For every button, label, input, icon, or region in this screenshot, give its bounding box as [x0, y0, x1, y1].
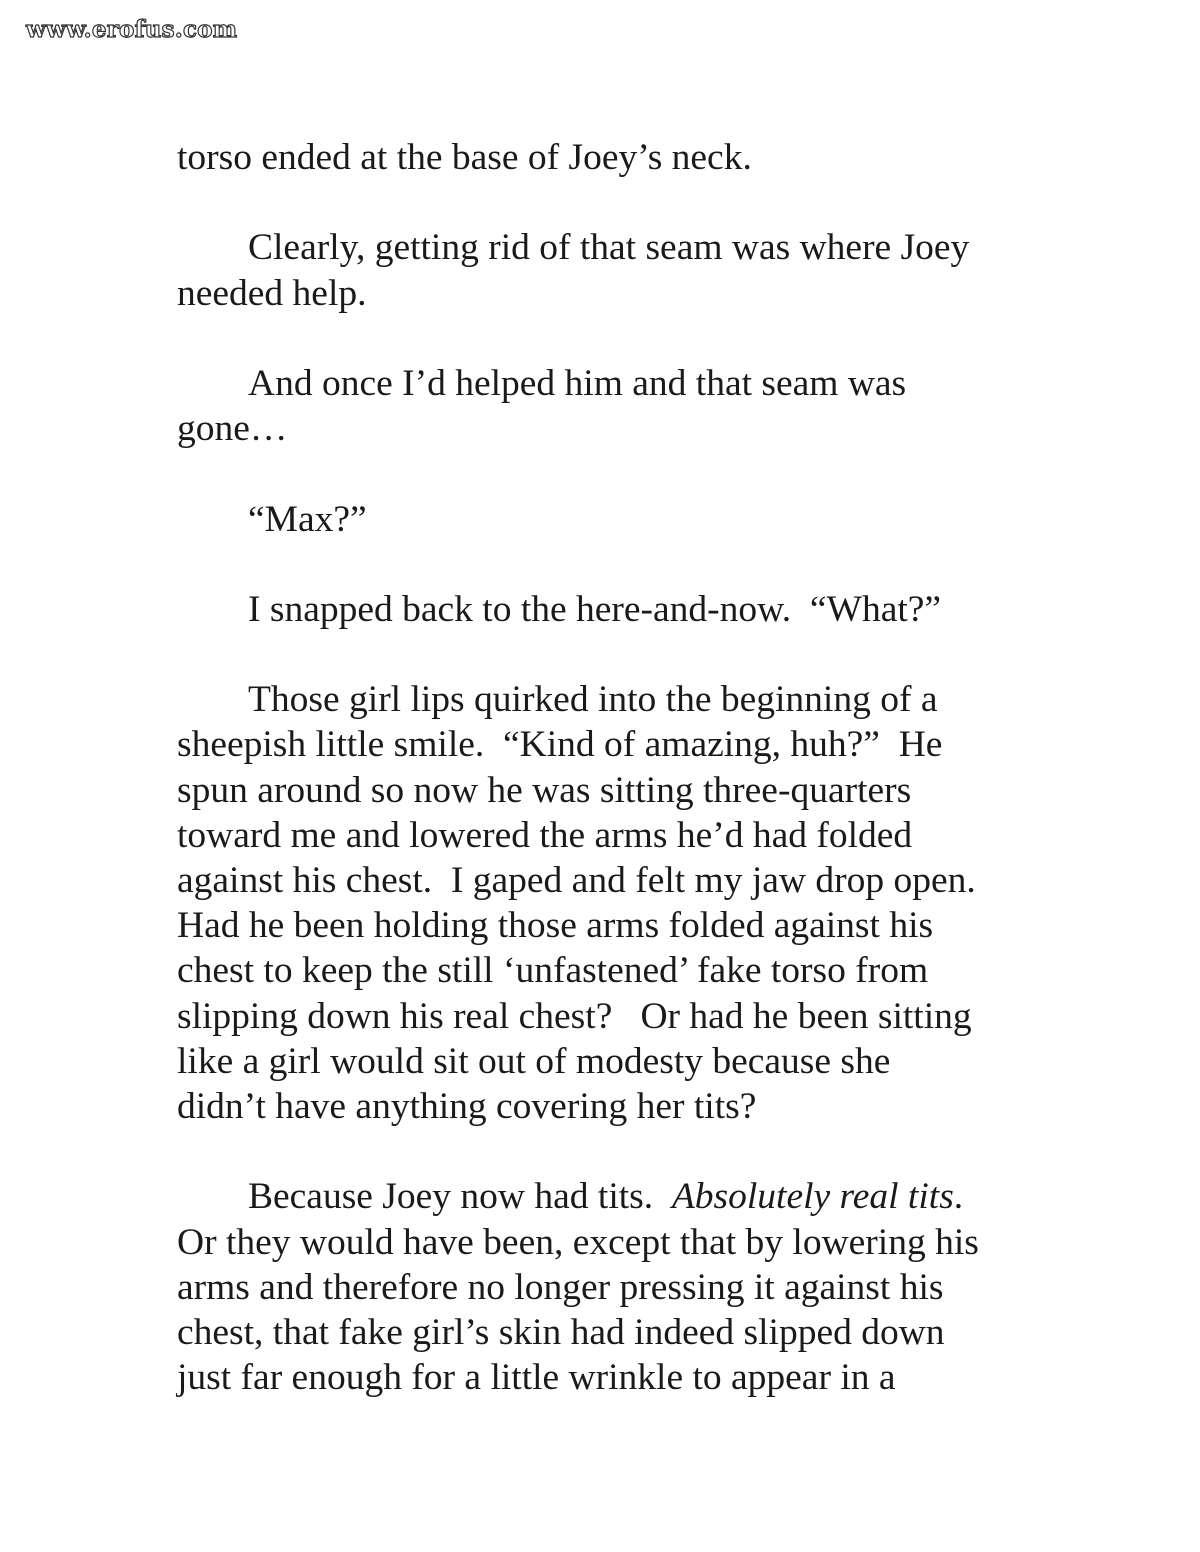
text-line: arms and therefore no longer pressing it against his [177, 1266, 944, 1308]
document-page [177, 135, 1037, 1400]
text-run: Because Joey now had tits. [248, 1176, 672, 1218]
text-line: against his chest. I gaped and felt my jaw drop open. [177, 860, 976, 901]
text-line: I snapped back to the here-and-now. “What?” [248, 588, 942, 630]
text-line: slipping down his real chest? Or had he been sitting [177, 995, 972, 1037]
text-line: toward me and lowered the arms he’d had folded [177, 814, 913, 856]
italic-text: Absolutely real tits [671, 1176, 954, 1218]
text-line: Had he been holding those arms folded against his [177, 905, 934, 947]
paragraph [177, 677, 1037, 1129]
text-line: chest, that fake girl’s skin had indeed slipped down [177, 1311, 945, 1353]
text-line: torso ended at the base of Joey’s neck. [177, 137, 752, 178]
text-line: chest to keep the still ‘unfastened’ fake torso from [177, 950, 929, 992]
paragraph [177, 1174, 1037, 1400]
paragraph [177, 497, 1037, 542]
text-line: sheepish little smile. “Kind of amazing, huh?” He [177, 724, 943, 766]
watermark: www.erofus.com [26, 16, 238, 43]
text-line: gone… [177, 408, 288, 450]
paragraph [177, 225, 1037, 315]
paragraph [177, 135, 1037, 180]
text-line: Clearly, getting rid of that seam was where Joey [248, 227, 970, 269]
text-line: Or they would have been, except that by lowering his [177, 1221, 979, 1263]
paragraph [177, 587, 1037, 632]
text-line: needed help. [177, 272, 367, 314]
text-line: “Max?” [248, 498, 367, 540]
text-line: spun around so now he was sitting three-quarters [177, 769, 912, 811]
paragraph [177, 361, 1037, 451]
text-line: Those girl lips quirked into the beginning of a [248, 679, 938, 721]
text-line: didn’t have anything covering her tits? [177, 1085, 757, 1127]
text-line: And once I’d helped him and that seam was [248, 362, 907, 404]
text-line: like a girl would sit out of modesty because she [177, 1040, 891, 1082]
text-line [177, 1174, 1037, 1219]
text-run: . [953, 1176, 964, 1218]
text-line: just far enough for a little wrinkle to appear in a [177, 1357, 896, 1399]
